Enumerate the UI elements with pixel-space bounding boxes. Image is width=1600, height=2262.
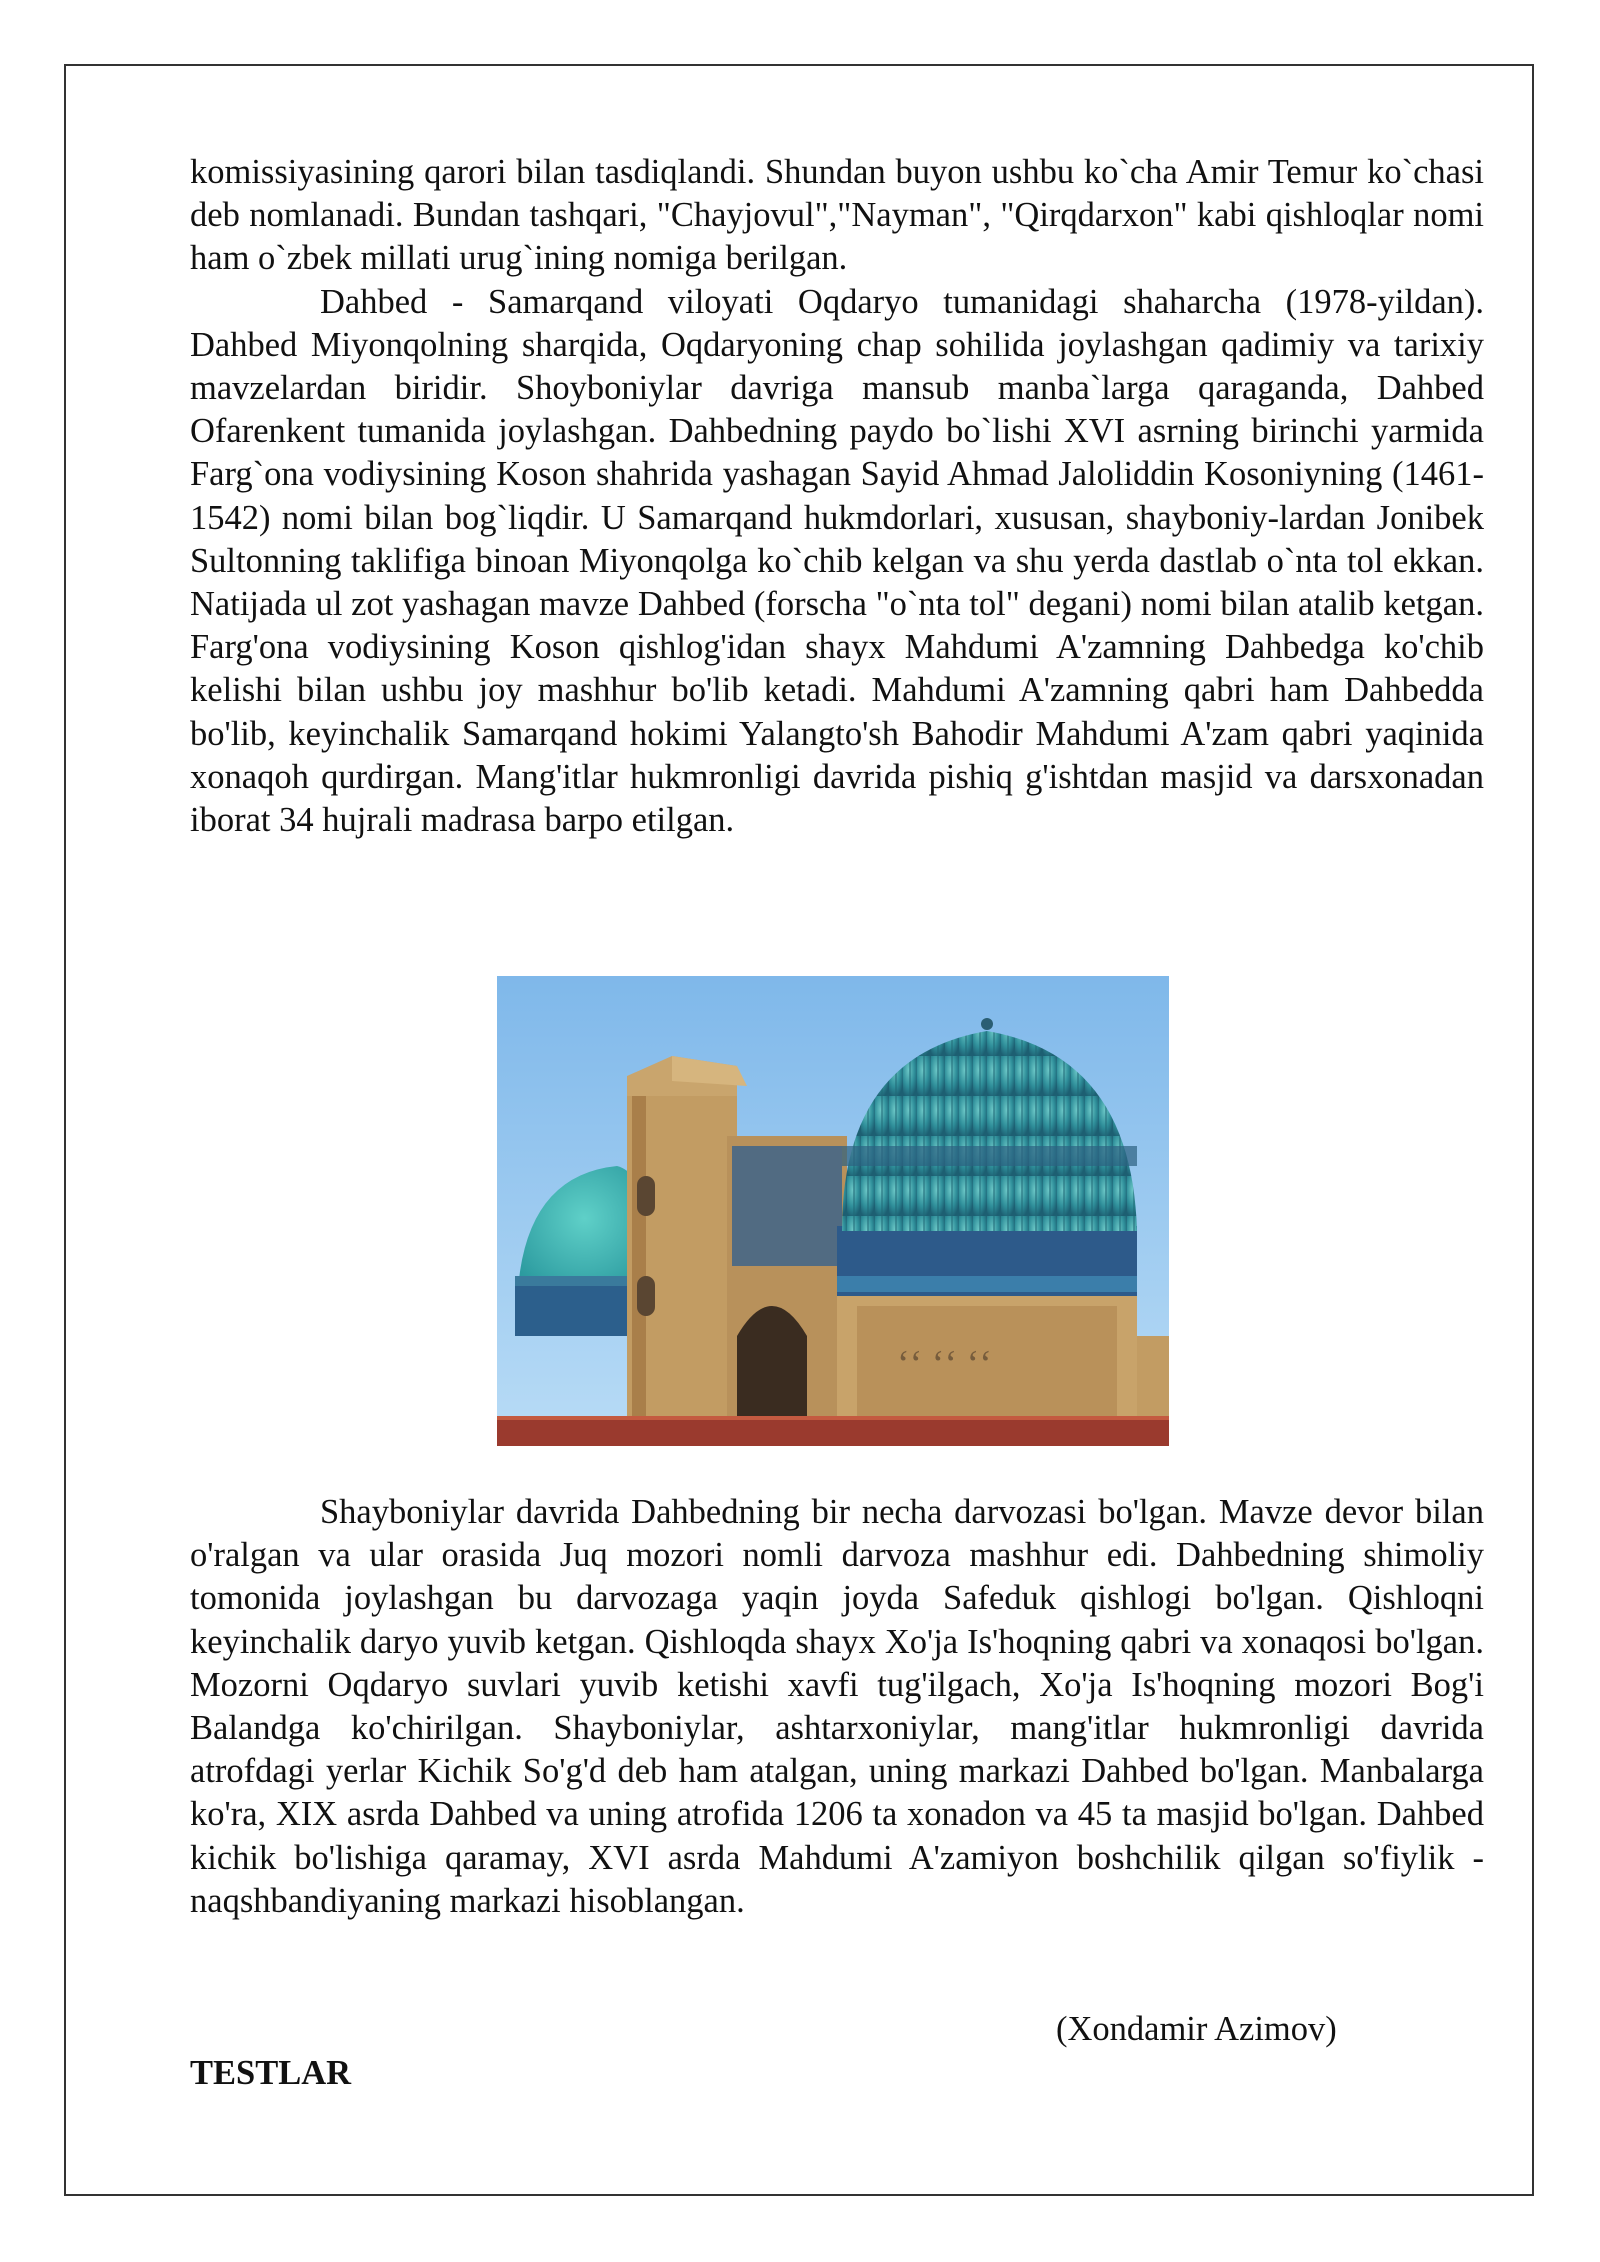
mosque-photo: [497, 976, 1169, 1446]
paragraph-3: Shayboniylar davrida Dahbedning bir necha darvozasi bo'lgan. Mavze devor bilan o'ralgan va ular orasida Juq mozori nomli darvoza mashhur edi. Dahbedning shimoliy tomonida joylashgan bu darvozaga yaqin joyda Safeduk qishlogi bo'lgan. Qishloqni keyinchalik daryo yuvib ketgan. Qishloqda shayx Xo'ja Is'hoqning qabri va xonaqosi bo'lgan. Mozorni Oqdaryo suvlari yuvib ketishi xavfi tug'ilgach, Xo'ja Is'hoqning mozori Bog'i Balandga ko'chirilgan. Shayboniylar, ashtarxoniylar, mang'itlar hukmronligi davrida atrofdagi yerlar Kichik So'g'd deb ham atalgan, uning markazi Dahbed bo'lgan. Manbalarga ko'ra, XIX asrda Dahbed va uning atrofida 1206 ta xonadon va 45 ta masjid bo'lgan. Dahbed kichik bo'lishiga qaramay, XVI asrda Mahdumi A'zamiyon boshchilik qilgan so'fiylik - naqshbandiyaning markazi hisoblangan.: [190, 1493, 1484, 1920]
paragraph-2: Dahbed - Samarqand viloyati Oqdaryo tumanidagi shaharcha (1978-yildan). Dahbed Miyonqolning sharqida, Oqdaryoning chap sohilida joylashgan qadimiy va tarixiy mavzelardan biridir. Shoyboniylar davriga mansub manba`larga qaraganda, Dahbed Ofarenkent tumanida joylashgan. Dahbedning paydo bo`lishi XVI asrning birinchi yarmida Farg`ona vodiysining Koson shahrida yashagan Sayid Ahmad Jaloliddin Kosoniyning (1461-1542) nomi bilan bog`liqdir. U Samarqand hukmdorlari, xususan, shayboniy-lardan Jonibek Sultonning taklifiga binoan Miyonqolga ko`chib kelgan va shu yerda dastlab o`nta tol ekkan. Natijada ul zot yashagan mavze Dahbed (forscha "o`nta tol" degani) nomi bilan atalib ketgan. Farg'ona vodiysining Koson qishlog'idan shayx Mahdumi A'zamning Dahbedga ko'chib kelishi bilan ushbu joy mashhur bo'lib ketadi. Mahdumi A'zamning qabri ham Dahbedda bo'lib, keyinchalik Samarqand hokimi Yalangto'sh Bahodir Mahdumi A'zam qabri yaqinida xonaqoh qurdirgan. Mang'itlar hukmronligi davrida pishiq g'ishtdan masjid va darsxonadan iborat 34 hujrali madrasa barpo etilgan.: [190, 282, 1484, 840]
mosque-illustration: [497, 976, 1169, 1446]
paragraph-1: komissiyasining qarori bilan tasdiqlandi. Shundan buyon ushbu ko`cha Amir Temur ko`chasi deb nomlanadi. Bundan tashqari, "Chayjovul","Nayman", "Qirqdarxon" kabi qishloqlar nomi ham o`zbek millati urug`ining nomiga berilgan.: [190, 153, 1484, 278]
section-heading: TESTLAR: [190, 2054, 352, 2092]
text-bottom: [190, 1491, 1484, 1923]
svg-text:ʻʻ ʻʻ ʻʻ: ʻʻ ʻʻ ʻʻ: [897, 1343, 992, 1385]
author-attribution: (Xondamir Azimov): [1056, 2010, 1337, 2048]
text-top: [190, 151, 1484, 842]
